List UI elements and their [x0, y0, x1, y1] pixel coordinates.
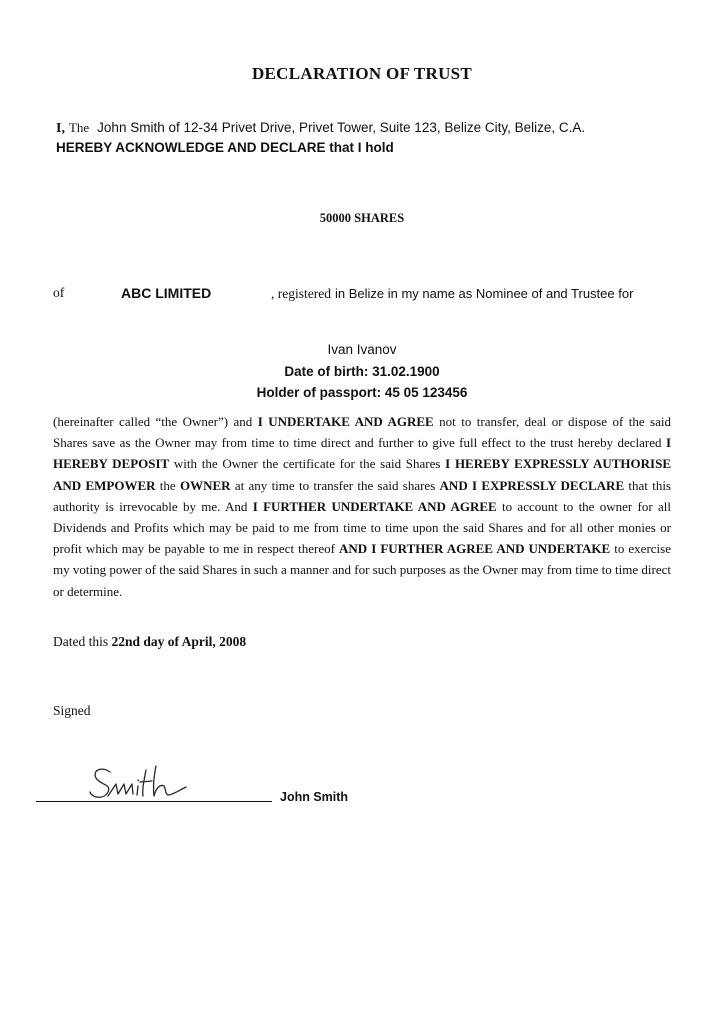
body-emphasis: I FURTHER UNDERTAKE AND AGREE [252, 498, 497, 514]
body-emphasis: I HEREBY EXPRESSLY AUTHORISE AND EMPOWER [53, 456, 671, 493]
body-text: to account to the owner for all Dividends and Profits which may be paid to me from time to time upon the said Shares and for all other monies or profit which may be payable to me in respect thereof [53, 498, 672, 557]
body-text: with the Owner the certificate for the said Shares [169, 456, 446, 472]
body-text: not to transfer, deal or dispose of the said Shares save as the Owner may from time to time direct and further to give full effect to the trust hereby declared [53, 414, 671, 451]
signed-label: Signed [53, 703, 91, 718]
signature-line [36, 801, 272, 802]
beneficiary-name: Ivan Ivanov [327, 342, 397, 357]
declarant-line [56, 119, 585, 137]
beneficiary-dob: Date of birth: 31.02.1900 [284, 364, 440, 379]
registered-prefix: , registered [271, 286, 331, 301]
body-emphasis: OWNER [179, 477, 231, 493]
declarant-details: John Smith of 12-34 Privet Drive, Privet Tower, Suite 123, Belize City, Belize, C.A. [97, 120, 586, 135]
dated-line [53, 634, 246, 650]
trust-body-paragraph [53, 411, 671, 602]
acknowledgement-line: HEREBY ACKNOWLEDGE AND DECLARE that I hold [56, 140, 394, 155]
body-text: at any time to transfer the said shares [230, 477, 440, 493]
signatory-name: John Smith [280, 790, 349, 804]
body-emphasis: I HEREBY DEPOSIT [53, 435, 671, 472]
document-title: DECLARATION OF TRUST [251, 64, 473, 83]
shares-count: 50000 SHARES [319, 211, 405, 225]
dated-date: 22nd day of April, 2008 [111, 634, 247, 649]
beneficiary-passport: Holder of passport: 45 05 123456 [256, 385, 468, 400]
declarant-article: The [68, 120, 90, 135]
registration-clause [271, 285, 633, 303]
body-text: to exercise my voting power of the said Shares in such a manner and for such purposes as the Owner may from time to time direct or determine. [53, 541, 671, 599]
body-text: the [155, 477, 180, 493]
company-name: ABC LIMITED [121, 285, 212, 301]
body-text: that this authority is irrevocable by me. And [53, 477, 671, 514]
handwritten-signature [86, 758, 196, 806]
registered-rest: in Belize in my name as Nominee of and Trustee for [334, 286, 634, 301]
body-text: (hereinafter called “the Owner”) and [53, 414, 258, 429]
body-emphasis: AND I FURTHER AGREE AND UNDERTAKE [338, 541, 611, 557]
of-word: of [53, 285, 65, 300]
declarant-lead: I, [56, 121, 65, 136]
body-emphasis: AND I EXPRESSLY DECLARE [439, 477, 625, 493]
dated-prefix: Dated this [53, 634, 112, 649]
body-emphasis: I UNDERTAKE AND AGREE [257, 414, 434, 429]
